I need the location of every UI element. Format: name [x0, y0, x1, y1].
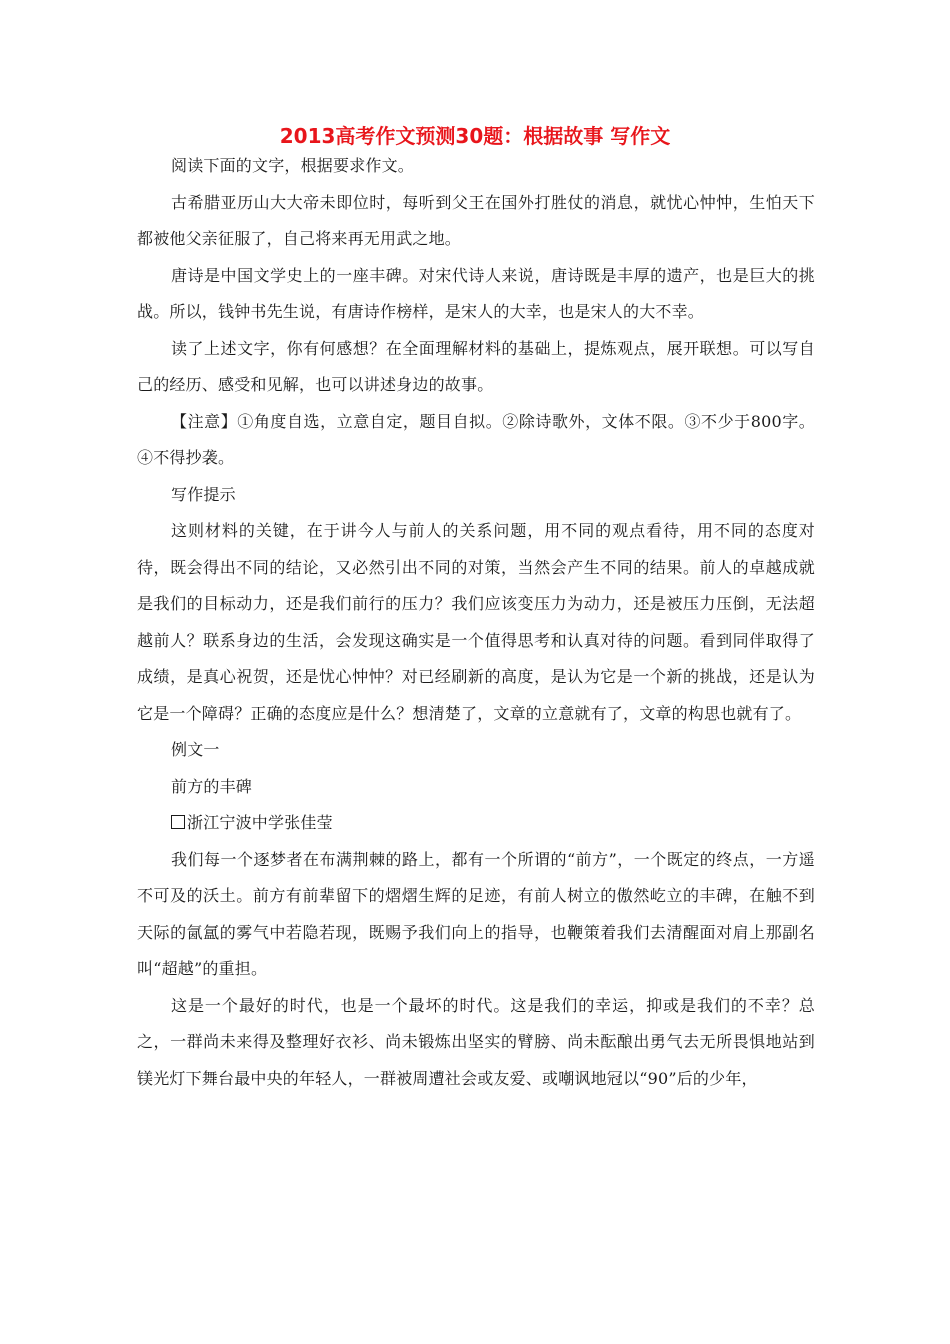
writing-tips-paragraph: 这则材料的关键，在于讲今人与前人的关系问题，用不同的观点看待，用不同的态度对待，既会得出不同的结论，又必然引出不同的对策，当然会产生不同的结果。前人的卓越成就是我们的目标动力，还是我们前行的压力？我们应该变压力为动力，还是被压力压倒，无法超越前人？联系身边的生活，会发现这确实是一个值得思考和认真对待的问题。看到同伴取得了成绩，是真心祝贺，还是忧心忡忡？对已经刷新的高度，是认为它是一个新的挑战，还是认为它是一个障碍？正确的态度应是什么？想清楚了，文章的立意就有了，文章的构思也就有了。 [137, 521, 815, 723]
instruction-paragraph: 阅读下面的文字，根据要求作文。 [171, 156, 415, 175]
notice-paragraph: 【注意】①角度自选，立意自定，题目自拟。②除诗歌外，文体不限。③不少于800字。④不得抄袭。 [137, 411, 815, 467]
document-title: 2013高考作文预测30题：根据故事 写作文 [279, 124, 671, 148]
checkbox-square-icon [171, 815, 185, 829]
example-author: 浙江宁波中学张佳莹 [187, 813, 333, 832]
example-author-line [137, 805, 815, 842]
example-label: 例文一 [171, 740, 220, 759]
example-title: 前方的丰碑 [171, 776, 253, 796]
document-body [137, 148, 815, 1097]
material-paragraph-alexander: 古希腊亚历山大大帝未即位时，每听到父王在国外打胜仗的消息，就忧心忡忡，生怕天下都被他父亲征服了，自己将来再无用武之地。 [137, 192, 815, 248]
example-paragraph-2: 这是一个最好的时代，也是一个最坏的时代。这是我们的幸运，抑或是我们的不幸？总之，一群尚未来得及整理好衣衫、尚未锻炼出坚实的臂膀、尚未酝酿出勇气去无所畏惧地站到镁光灯下舞台最中央的年轻人，一群被周遭社会或友爱、或嘲讽地冠以“90”后的少年， [137, 995, 815, 1088]
writing-tips-heading: 写作提示 [171, 484, 236, 504]
requirement-paragraph: 读了上述文字，你有何感想？在全面理解材料的基础上，提炼观点，展开联想。可以写自己的经历、感受和见解，也可以讲述身边的故事。 [137, 338, 815, 394]
example-paragraph-1: 我们每一个逐梦者在布满荆棘的路上，都有一个所谓的“前方”，一个既定的终点，一方遥不可及的沃土。前方有前辈留下的熠熠生辉的足迹，有前人树立的傲然屹立的丰碑，在触不到天际的氤氲的雾气中若隐若现，既赐予我们向上的指导，也鞭策着我们去清醒面对肩上那副名叫“超越”的重担。 [137, 849, 815, 978]
material-paragraph-tang-poetry: 唐诗是中国文学史上的一座丰碑。对宋代诗人来说，唐诗既是丰厚的遗产，也是巨大的挑战。所以，钱钟书先生说，有唐诗作榜样，是宋人的大幸，也是宋人的大不幸。 [137, 265, 815, 321]
